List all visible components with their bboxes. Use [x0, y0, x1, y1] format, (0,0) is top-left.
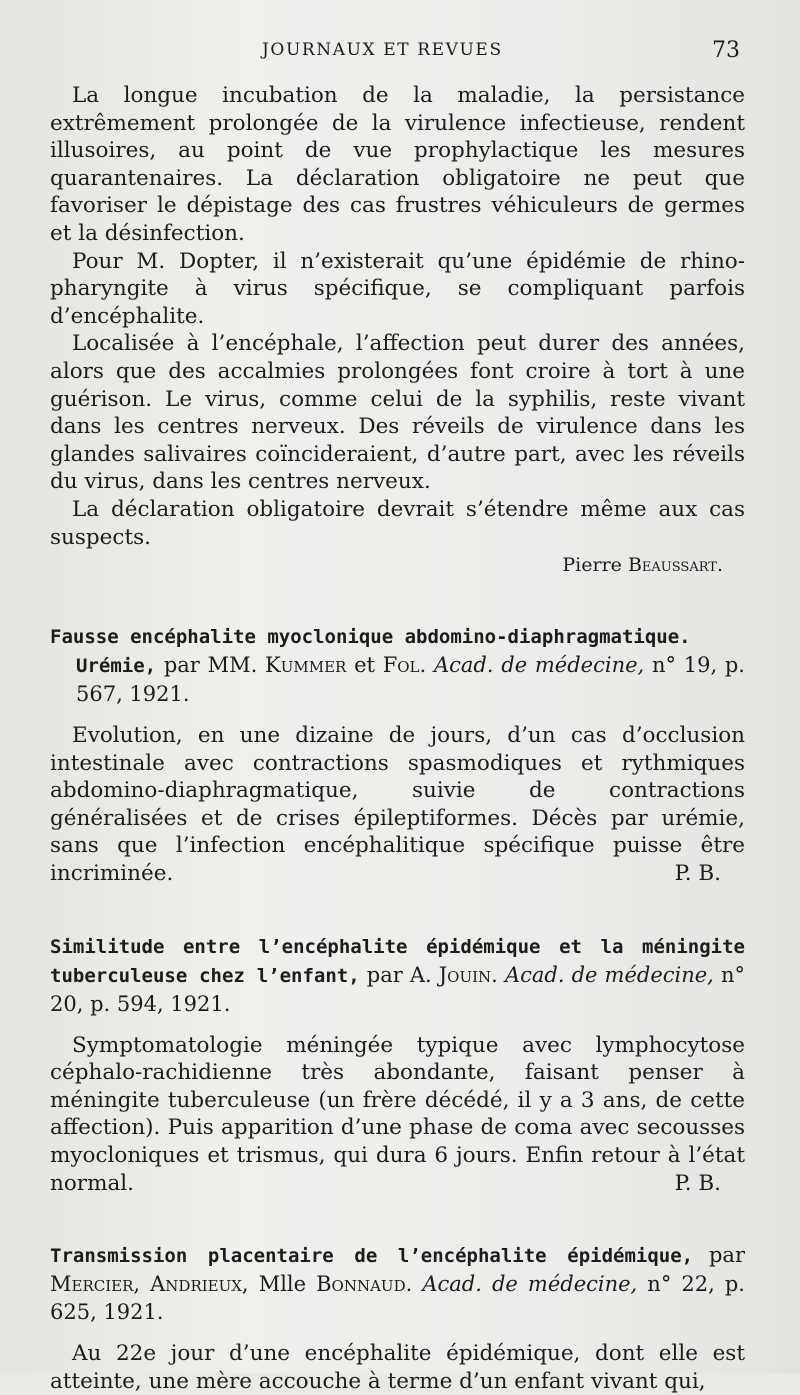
entry-by: par: [366, 962, 403, 987]
entry-author-3: Bonnaud.: [316, 1272, 413, 1297]
entry-journal: Acad. de médecine,: [422, 1272, 638, 1297]
entry-title-continued: Urémie,: [76, 655, 157, 678]
review-entry-2: [50, 932, 745, 1198]
review-entry-3: [50, 1241, 745, 1395]
entry-author-1: Mercier, Andrieux,: [50, 1272, 249, 1297]
entry-by: par MM.: [163, 653, 258, 678]
entry-title: Fausse encéphalite myoclonique abdomino-diaphragmatique.: [50, 626, 691, 649]
page-number: 73: [712, 38, 740, 63]
entry-reference: n° 19, p. 567, 1921.: [76, 653, 745, 707]
entry-reference: n° 22, p. 625, 1921.: [50, 1272, 745, 1325]
entry-author-2: Fol.: [382, 653, 427, 678]
entry-body: [50, 722, 745, 888]
entry-and: et: [354, 653, 375, 678]
entry-title: Similitude entre l’encéphalite épidémique et la méningite tuberculeuse chez l’enfant,: [50, 935, 745, 987]
entry-body-text: Evolution, en une dizaine de jours, d’un cas d’occlusion intestinale avec contractions spasmodiques et rythmiques abdomino-diaphragmatique, suivie de contractions généralisées et de crises épileptiformes. Décès par urémie, sans que l’infection encéphalitique spécifique puisse être incriminée.: [50, 723, 745, 887]
entry-citation: [50, 932, 745, 1018]
entry-reference: n° 20, p. 594, 1921.: [50, 962, 745, 1016]
signature-first-name: Pierre: [562, 554, 622, 577]
entry-author-1: A. Jouin.: [409, 962, 498, 987]
entry-journal: Acad. de médecine,: [433, 653, 645, 678]
intro-paragraph-2: Pour M. Dopter, il n’existerait qu’une épidémie de rhino-pharyngite à virus spécifique, se compliquant parfois d’encéphalite.: [50, 248, 745, 329]
intro-paragraph-3: Localisée à l’encéphale, l’affection peut durer des années, alors que des accalmies prolongées font croire à tort à une guérison. Le virus, comme celui de la syphilis, reste vivant dans les centres nerveux. Des réveils de virulence dans les glandes salivaires coïncideraient, d’autre part, avec les réveils du virus, dans les centres nerveux.: [50, 331, 745, 495]
entry-author-1: Kummer: [265, 653, 347, 678]
entry-body-text: Symptomatologie méningée typique avec lymphocytose céphalo-rachidienne très abondante, faisant penser à méningite tuberculeuse (un frère décédé, il y a 3 ans, de cette affection). Puis apparition d’une phase de coma avec secousses myocloniques et trismus, qui dura 6 jours. Enfin retour à l’état normal.: [50, 1032, 745, 1196]
running-title: JOURNAUX ET REVUES: [262, 40, 503, 60]
entry-body: Au 22e jour d’une encéphalite épidémique, dont elle est atteinte, une mère accouche à terme d’un enfant vivant qui,: [50, 1341, 745, 1394]
page-content: [50, 82, 745, 1395]
entry-signature: P. B.: [674, 861, 721, 887]
entry-author-2: Mlle: [258, 1272, 307, 1297]
review-entry-1: [50, 623, 745, 888]
entry-citation: [50, 1241, 745, 1326]
intro-paragraph-4: La déclaration obligatoire devrait s’étendre même aux cas suspects.: [50, 496, 745, 550]
entry-title: Transmission placentaire de l’encéphalite épidémique,: [50, 1245, 694, 1268]
entry-journal: Acad. de médecine,: [504, 962, 714, 987]
entry-body: [50, 1032, 745, 1198]
intro-paragraph-1: La longue incubation de la maladie, la persistance extrêmement prolongée de la virulence infectieuse, rendent illusoires, au point de vue prophylactique les mesures quarantenaires. La déclaration obligatoire ne peut que favoriser le dépistage des cas frustres véhiculeurs de germes et la désinfection.: [50, 83, 745, 246]
entry-by: par: [708, 1243, 745, 1268]
entry-signature: P. B.: [674, 1170, 721, 1196]
signature-last-name: Beaussart.: [627, 554, 723, 577]
page-header: [0, 38, 800, 68]
entry-citation: [50, 651, 745, 708]
intro-signature: [50, 551, 723, 579]
